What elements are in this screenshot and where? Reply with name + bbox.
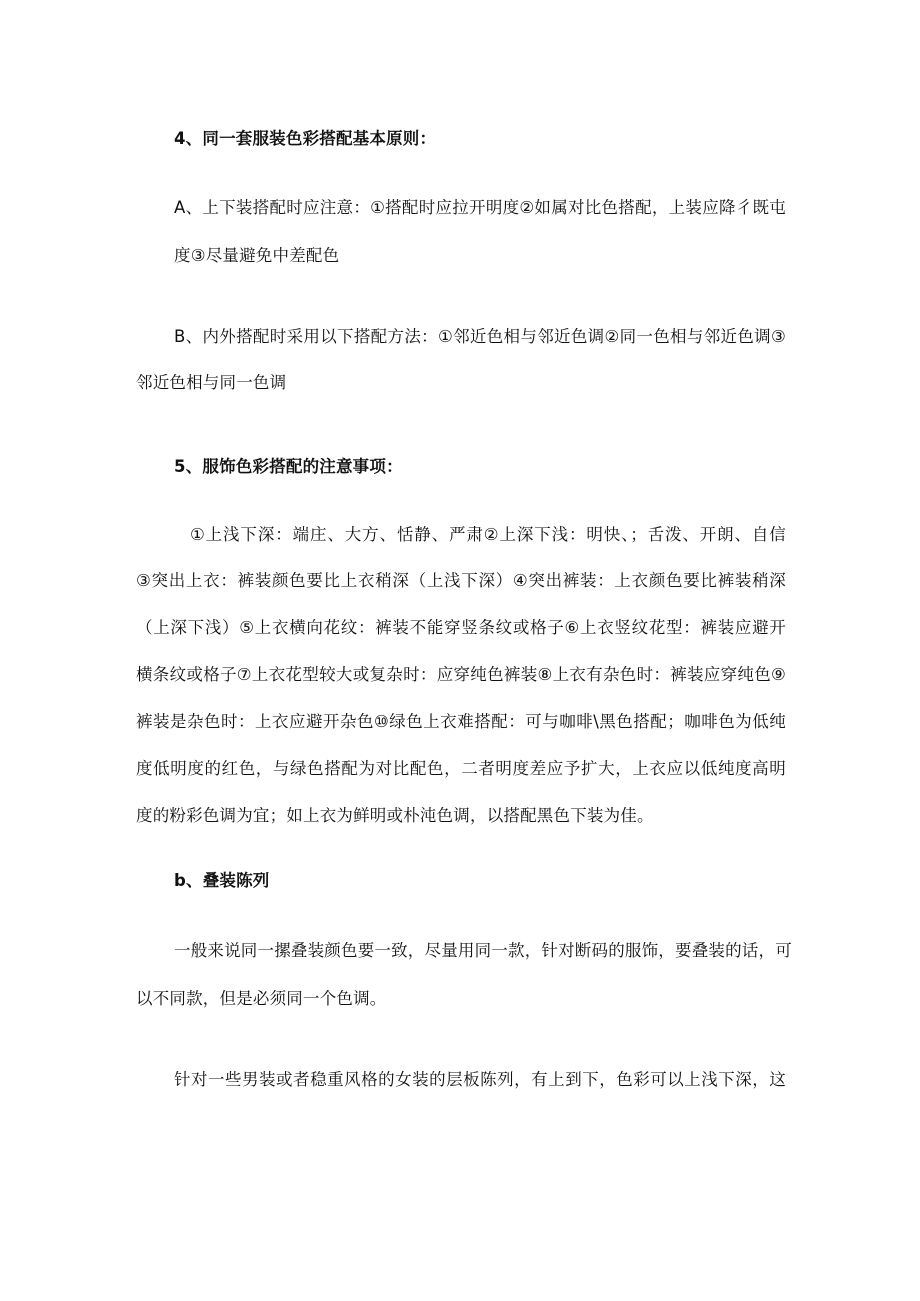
paragraph-b-line-1: B、内外搭配时采用以下搭配方法：①邻近色相与邻近色调②同一色相与邻近色调③: [174, 327, 786, 346]
notes-line-3: （上深下浅）⑤上衣横向花纹：裤装不能穿竖条纹或格子⑥上衣竖纹花型：裤装应避开: [136, 618, 786, 637]
notes-line-5: 裤装是杂色时：上衣应避开杂色⑩绿色上衣难搭配：可与咖啡\黑色搭配；咖啡色为低纯: [136, 712, 786, 731]
stacking-para-1-line-1: 一般来说同一摞叠装颜色要一致，尽量用同一款，针对断码的服饰，要叠装的话，可: [174, 941, 792, 960]
stacking-para-2-line-1: 针对一些男装或者稳重风格的女装的层板陈列，有上到下，色彩可以上浅下深，这: [174, 1070, 786, 1089]
section-heading-4: 4、同一套服装色彩搭配基本原则：: [174, 129, 437, 148]
section-heading-b: b、叠装陈列: [174, 871, 270, 890]
paragraph-b-line-2: 邻近色相与同一色调: [136, 373, 287, 392]
notes-line-2: ③突出上衣：裤装颜色要比上衣稍深（上浅下深）④突出裤装：上衣颜色要比裤装稍深: [136, 571, 786, 590]
notes-line-4: 横条纹或格子⑦上衣花型较大或复杂时：应穿纯色裤装⑧上衣有杂色时：裤装应穿纯色⑨: [136, 665, 786, 684]
paragraph-a-line-2: 度③尽量避免中差配色: [174, 246, 340, 265]
notes-line-1: ①上浅下深：端庄、大方、恬静、严肃②上深下浅：明快、；舌泼、开朗、自信: [190, 525, 786, 544]
notes-line-7: 度的粉彩色调为宜；如上衣为鲜明或朴沌色调，以搭配黑色下装为佳。: [136, 806, 654, 825]
stacking-para-1-line-2: 以不同款，但是必须同一个色调。: [136, 989, 387, 1008]
notes-line-6: 度低明度的红色，与绿色搭配为对比配色，二者明度差应予扩大，上衣应以低纯度高明: [136, 759, 786, 778]
paragraph-a-line-1: A、上下装搭配时应注意：①搭配时应拉开明度②如属对比色搭配，上装应降彳既屯: [174, 198, 786, 217]
section-heading-5: 5、服饰色彩搭配的注意事项：: [174, 457, 403, 476]
